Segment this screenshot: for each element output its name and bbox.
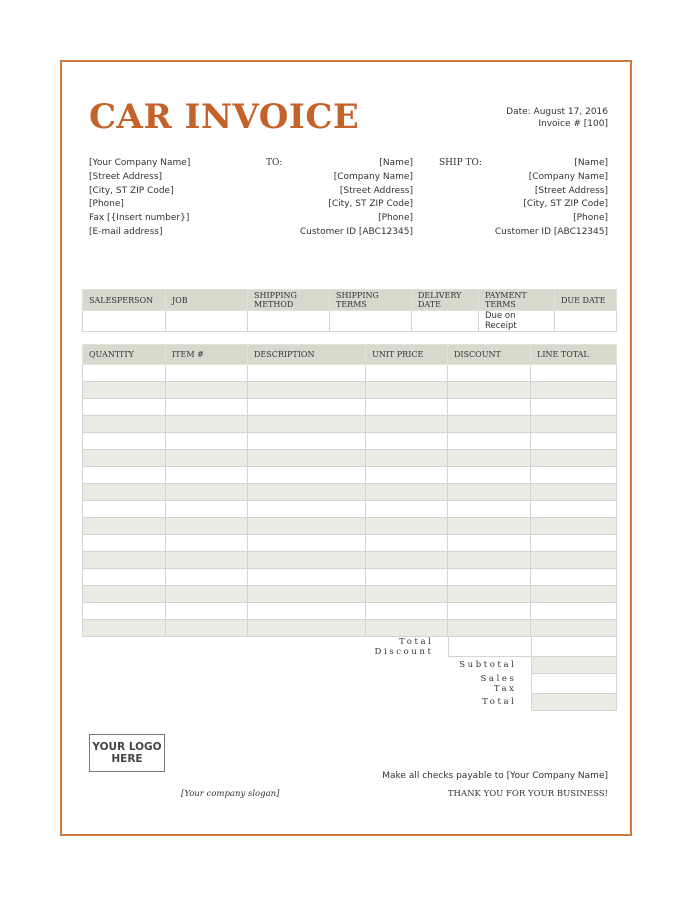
description-cell[interactable] — [248, 467, 366, 484]
unit-price-cell[interactable] — [366, 365, 448, 382]
subtotal-value[interactable] — [531, 657, 616, 674]
unit-price-cell[interactable] — [366, 586, 448, 603]
salesperson-cell[interactable] — [83, 311, 166, 332]
discount-cell[interactable] — [448, 569, 531, 586]
totals-table — [348, 636, 617, 711]
description-cell[interactable] — [248, 365, 366, 382]
total-discount-extra — [531, 637, 616, 657]
shipping-method-cell[interactable] — [248, 311, 330, 332]
shipping-data-row — [83, 311, 617, 332]
quantity-cell[interactable] — [83, 365, 166, 382]
item-number-cell[interactable] — [166, 603, 248, 620]
unit-price-cell[interactable] — [366, 416, 448, 433]
items-header-row — [83, 345, 617, 365]
description-cell[interactable] — [248, 416, 366, 433]
header-item-number: ITEM # — [166, 345, 248, 365]
ship-to-phone: [Phone] — [573, 213, 608, 224]
table-row — [83, 382, 617, 399]
quantity-cell[interactable] — [83, 399, 166, 416]
subtotal-label: Subtotal — [459, 660, 517, 671]
item-number-cell[interactable] — [166, 433, 248, 450]
invoice-title: CAR INVOICE — [89, 97, 360, 137]
item-number-cell[interactable] — [166, 450, 248, 467]
description-cell[interactable] — [248, 399, 366, 416]
unit-price-cell[interactable] — [366, 569, 448, 586]
discount-cell[interactable] — [448, 518, 531, 535]
discount-cell[interactable] — [448, 450, 531, 467]
total-label: Total — [482, 697, 517, 707]
description-cell[interactable] — [248, 382, 366, 399]
to-name: [Name] — [379, 158, 413, 168]
item-number-cell[interactable] — [166, 535, 248, 552]
header-due-date: DUE DATE — [555, 290, 617, 311]
description-cell[interactable] — [248, 433, 366, 450]
item-number-cell[interactable] — [166, 501, 248, 518]
header-unit-price: UNIT PRICE — [366, 345, 448, 365]
discount-cell[interactable] — [448, 552, 531, 569]
discount-cell[interactable] — [448, 535, 531, 552]
description-cell[interactable] — [248, 501, 366, 518]
line-total-cell[interactable] — [531, 365, 617, 382]
to-phone: [Phone] — [378, 213, 413, 224]
ship-to-street: [Street Address] — [534, 185, 608, 196]
discount-cell[interactable] — [448, 620, 531, 637]
item-number-cell[interactable] — [166, 399, 248, 416]
to-label: TO: — [266, 158, 283, 168]
line-total-cell[interactable] — [531, 518, 617, 535]
to-company: [Company Name] — [333, 171, 413, 182]
item-number-cell[interactable] — [166, 586, 248, 603]
thank-you-note: THANK YOU FOR YOUR BUSINESS! — [447, 789, 608, 799]
quantity-cell[interactable] — [83, 620, 166, 637]
ship-to-address-block — [495, 157, 608, 240]
ship-to-label: SHIP TO: — [439, 158, 482, 168]
description-cell[interactable] — [248, 552, 366, 569]
from-email: [E-mail address] — [89, 226, 163, 237]
header-discount: DISCOUNT — [448, 345, 531, 365]
description-cell[interactable] — [248, 518, 366, 535]
line-total-cell[interactable] — [531, 501, 617, 518]
discount-cell[interactable] — [448, 382, 531, 399]
item-number-cell[interactable] — [166, 518, 248, 535]
line-total-cell[interactable] — [531, 535, 617, 552]
to-customer-id: Customer ID [ABC12345] — [299, 226, 413, 237]
quantity-cell[interactable] — [83, 433, 166, 450]
description-cell[interactable] — [248, 586, 366, 603]
payment-terms-cell[interactable]: Due on Receipt — [479, 311, 555, 332]
line-total-cell[interactable] — [531, 603, 617, 620]
invoice-number: Invoice # [100] — [538, 119, 608, 129]
from-street: [Street Address] — [89, 171, 163, 182]
quantity-cell[interactable] — [83, 467, 166, 484]
ship-to-customer-id: Customer ID [ABC12345] — [494, 226, 608, 237]
company-logo-placeholder: YOUR LOGO HERE — [89, 734, 165, 772]
quantity-cell[interactable] — [83, 416, 166, 433]
quantity-cell[interactable] — [83, 501, 166, 518]
line-total-cell[interactable] — [531, 450, 617, 467]
item-number-cell[interactable] — [166, 416, 248, 433]
table-row — [83, 433, 617, 450]
header-shipping-terms: SHIPPING TERMS — [330, 290, 412, 311]
quantity-cell[interactable] — [83, 382, 166, 399]
quantity-cell[interactable] — [83, 450, 166, 467]
to-address-block — [300, 157, 413, 240]
unit-price-cell[interactable] — [366, 603, 448, 620]
unit-price-cell[interactable] — [366, 484, 448, 501]
table-row — [83, 467, 617, 484]
table-row — [83, 450, 617, 467]
table-row — [83, 620, 617, 637]
description-cell[interactable] — [248, 535, 366, 552]
unit-price-cell[interactable] — [366, 450, 448, 467]
company-slogan: [Your company slogan] — [181, 789, 280, 799]
table-row — [83, 365, 617, 382]
invoice-date: Date: August 17, 2016 — [506, 107, 608, 117]
unit-price-cell[interactable] — [366, 467, 448, 484]
ship-to-city: [City, ST ZIP Code] — [523, 199, 608, 210]
description-cell[interactable] — [248, 603, 366, 620]
from-address-block — [89, 157, 190, 240]
shipping-table — [82, 289, 617, 332]
total-row — [348, 694, 616, 711]
header-quantity: QUANTITY — [83, 345, 166, 365]
table-row — [83, 501, 617, 518]
from-fax: Fax [{Insert number}] — [89, 213, 190, 224]
sales-tax-value[interactable] — [531, 674, 616, 694]
item-number-cell[interactable] — [166, 382, 248, 399]
to-city: [City, ST ZIP Code] — [328, 199, 413, 210]
quantity-cell[interactable] — [83, 586, 166, 603]
unit-price-cell[interactable] — [366, 518, 448, 535]
discount-cell[interactable] — [448, 433, 531, 450]
quantity-cell[interactable] — [83, 484, 166, 501]
total-value[interactable] — [531, 694, 616, 711]
line-total-cell[interactable] — [531, 399, 617, 416]
quantity-cell[interactable] — [83, 569, 166, 586]
item-number-cell[interactable] — [166, 620, 248, 637]
line-total-cell[interactable] — [531, 586, 617, 603]
unit-price-cell[interactable] — [366, 620, 448, 637]
from-phone: [Phone] — [89, 199, 124, 210]
discount-cell[interactable] — [448, 365, 531, 382]
shipping-header-row — [83, 290, 617, 311]
table-row — [83, 484, 617, 501]
due-date-cell[interactable] — [555, 311, 617, 332]
discount-cell[interactable] — [448, 501, 531, 518]
header-delivery-date: DELIVERY DATE — [412, 290, 479, 311]
line-total-cell[interactable] — [531, 569, 617, 586]
to-street: [Street Address] — [339, 185, 413, 196]
header-shipping-method: SHIPPING METHOD — [248, 290, 330, 311]
table-row — [83, 399, 617, 416]
header-description: DESCRIPTION — [248, 345, 366, 365]
payable-note: Make all checks payable to [Your Company Name] — [382, 771, 608, 781]
line-items-table — [82, 344, 617, 637]
quantity-cell[interactable] — [83, 552, 166, 569]
shipping-terms-cell[interactable] — [330, 311, 412, 332]
line-total-cell[interactable] — [531, 416, 617, 433]
item-number-cell[interactable] — [166, 552, 248, 569]
discount-cell[interactable] — [448, 467, 531, 484]
header-line-total: LINE TOTAL — [531, 345, 617, 365]
description-cell[interactable] — [248, 484, 366, 501]
table-row — [83, 535, 617, 552]
from-city: [City, ST ZIP Code] — [89, 185, 174, 196]
line-total-cell[interactable] — [531, 620, 617, 637]
line-total-cell[interactable] — [531, 484, 617, 501]
total-discount-row — [348, 637, 616, 657]
quantity-cell[interactable] — [83, 535, 166, 552]
discount-cell[interactable] — [448, 399, 531, 416]
total-discount-label: Total Discount — [374, 636, 434, 657]
table-row — [83, 569, 617, 586]
line-total-cell[interactable] — [531, 382, 617, 399]
table-row — [83, 603, 617, 620]
header-salesperson: SALESPERSON — [83, 290, 166, 311]
description-cell[interactable] — [248, 450, 366, 467]
table-row — [83, 586, 617, 603]
unit-price-cell[interactable] — [366, 535, 448, 552]
unit-price-cell[interactable] — [366, 382, 448, 399]
ship-to-name: [Name] — [574, 158, 608, 168]
description-cell[interactable] — [248, 620, 366, 637]
item-number-cell[interactable] — [166, 365, 248, 382]
line-total-cell[interactable] — [531, 433, 617, 450]
line-total-cell[interactable] — [531, 552, 617, 569]
discount-cell[interactable] — [448, 586, 531, 603]
table-row — [83, 518, 617, 535]
quantity-cell[interactable] — [83, 518, 166, 535]
ship-to-company: [Company Name] — [528, 171, 608, 182]
item-number-cell[interactable] — [166, 467, 248, 484]
delivery-date-cell[interactable] — [412, 311, 479, 332]
sales-tax-row — [348, 674, 616, 694]
header-payment-terms: PAYMENT TERMS — [479, 290, 555, 311]
subtotal-row — [348, 657, 616, 674]
quantity-cell[interactable] — [83, 603, 166, 620]
line-total-cell[interactable] — [531, 467, 617, 484]
unit-price-cell[interactable] — [366, 399, 448, 416]
unit-price-cell[interactable] — [366, 501, 448, 518]
unit-price-cell[interactable] — [366, 552, 448, 569]
discount-cell[interactable] — [448, 416, 531, 433]
header-job: JOB — [166, 290, 248, 311]
from-company: [Your Company Name] — [89, 158, 191, 168]
item-number-cell[interactable] — [166, 569, 248, 586]
item-number-cell[interactable] — [166, 484, 248, 501]
discount-cell[interactable] — [448, 484, 531, 501]
job-cell[interactable] — [166, 311, 248, 332]
table-row — [83, 552, 617, 569]
sales-tax-label: Sales Tax — [480, 673, 517, 694]
description-cell[interactable] — [248, 569, 366, 586]
table-row — [83, 416, 617, 433]
unit-price-cell[interactable] — [366, 433, 448, 450]
discount-cell[interactable] — [448, 603, 531, 620]
total-discount-value[interactable] — [448, 637, 531, 657]
